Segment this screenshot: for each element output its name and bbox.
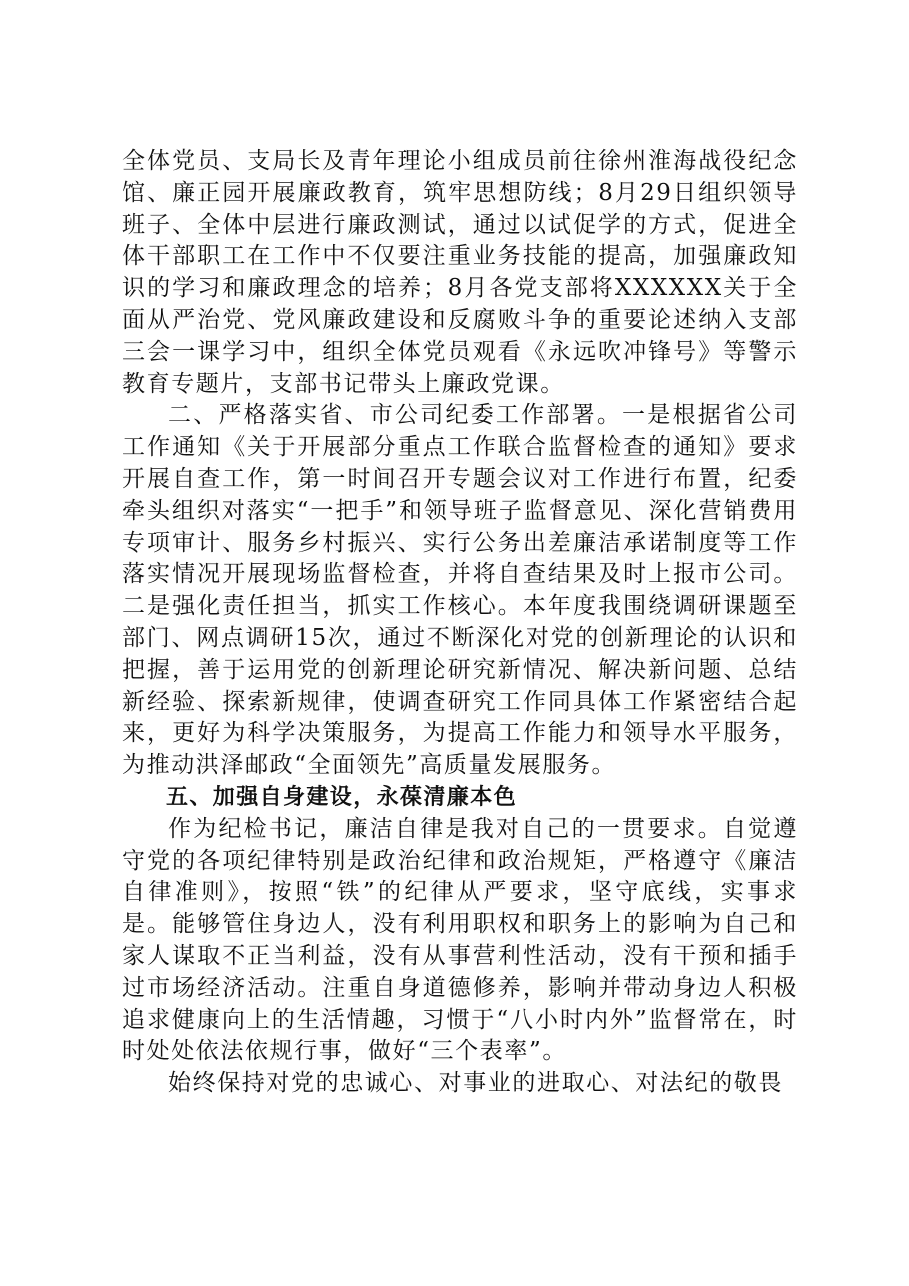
body-paragraph-4: 始终保持对党的忠诚心、对事业的进取心、对法纪的敬畏 <box>168 1070 783 1097</box>
body-paragraph-2: 二、严格落实省、市公司纪委工作部署。一是根据省公司工作通知《关于开展部分重点工作联合监督检查的通知》要求开展自查工作，第一时间召开专题会议对工作进行布置，纪委牵头组织对落实“一把手”和领导班子监督意见、深化营销费用专项审计、服务乡村振兴、实行公务出差廉洁承诺制度等工作落实情况开展现场监督检查，并将自查结果及时上报市公司。二是强化责任担当，抓实工作核心。本年度我围绕调研课题至部门、网点调研15次，通过不断深化对党的创新理论的认识和把握，善于运用党的创新理论研究新情况、解决新问题、总结新经验、探索新规律，使调查研究工作同具体工作紧密结合起来，更好为科学决策服务，为提高工作能力和领导水平服务，为推动洪泽邮政“全面领先”高质量发展服务。 <box>122 402 798 779</box>
body-paragraph-3: 作为纪检书记，廉洁自律是我对自己的一贯要求。自觉遵守党的各项纪律特别是政治纪律和政治规矩，严格遵守《廉洁自律准则》，按照“铁”的纪律从严要求，坚守底线，实事求是。能够管住身边人，没有利用职权和职务上的影响为自己和家人谋取不正当利益，没有从事营利性活动，没有干预和插手过市场经济活动。注重自身道德修养，影响并带动身边人积极追求健康向上的生活情趣，习惯于“八小时内外”监督常在，时时处处依法依规行事，做好“三个表率”。 <box>122 815 798 1065</box>
section-heading-5: 五、加强自身建设，永葆清廉本色 <box>166 784 518 810</box>
body-paragraph-1: 全体党员、支局长及青年理论小组成员前往徐州淮海战役纪念馆、廉正园开展廉政教育，筑牢思想防线；8月29日组织领导班子、全体中层进行廉政测试，通过以试促学的方式，促进全体干部职工在工作中不仅要注重业务技能的提高，加强廉政知识的学习和廉政理念的培养；8月各党支部将XXXXXX关于全面从严治党、党风廉政建设和反腐败斗争的重要论述纳入支部三会一课学习中，组织全体党员观看《永远吹冲锋号》等警示教育专题片，支部书记带头上廉政党课。 <box>122 148 798 397</box>
document-page <box>122 146 798 1100</box>
